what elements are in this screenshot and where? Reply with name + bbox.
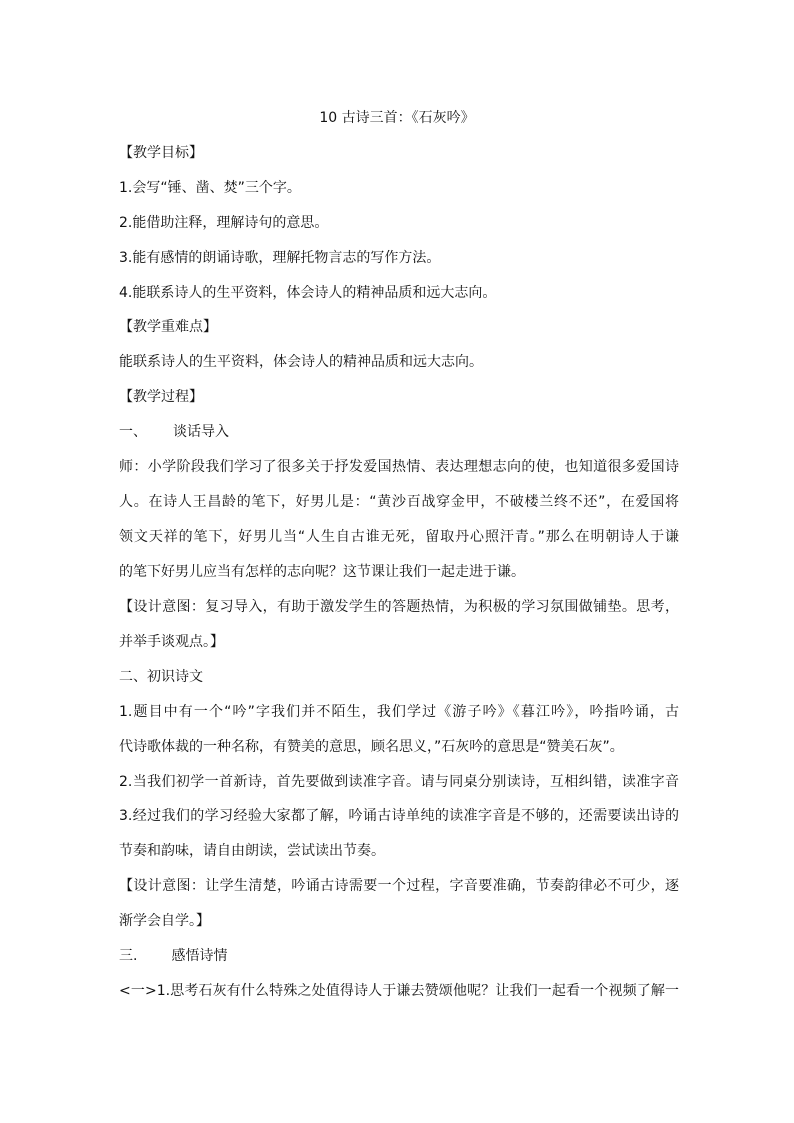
part3-number: 三. [119, 948, 138, 964]
goal-item-2: 2.能借助注释，理解诗句的意思。 [119, 215, 329, 231]
paragraph-line: 节奏和韵味，请自由朗读，尝试读出节奏。 [119, 843, 385, 859]
part2-heading: 二、初识诗文 [119, 669, 203, 685]
part1-heading [119, 422, 679, 442]
paragraph-line: 2.当我们初学一首新诗，首先要做到读准字音。请与同桌分别读诗，互相纠错，读准字音 [119, 774, 679, 790]
goal-item-4: 4.能联系诗人的生平资料，体会诗人的精神品质和远大志向。 [119, 285, 497, 301]
part1-number: 一、 [119, 424, 147, 440]
paragraph-line: 3.经过我们的学习经验大家都了解，吟诵古诗单纯的读准字音是不够的，还需要读出诗的 [119, 808, 679, 824]
part3-title: 感悟诗情 [171, 948, 228, 964]
goals-heading: 【教学目标】 [119, 145, 203, 161]
paragraph-line: 领文天祥的笔下，好男儿当“人生自古谁无死，留取丹心照汗青。”那么在明朝诗人于谦 [119, 529, 679, 545]
key-points-text: 能联系诗人的生平资料，体会诗人的精神品质和远大志向。 [119, 354, 483, 370]
paragraph-line: <一>1.思考石灰有什么特殊之处值得诗人于谦去赞颂他呢？让我们一起看一个视频了解一 [119, 983, 679, 999]
part1-title: 谈话导入 [173, 424, 229, 440]
process-heading: 【教学过程】 [119, 389, 203, 405]
part3-heading [119, 946, 679, 966]
key-points-heading: 【教学重难点】 [119, 319, 217, 335]
design-intent-line: 渐学会自学。】 [119, 913, 210, 929]
paragraph-line: 的笔下好男儿应当有怎样的志向呢？这节课让我们一起走进于谦。 [119, 564, 525, 580]
page-title: 10 古诗三首：《石灰吟》 [319, 110, 475, 126]
goal-item-3: 3.能有感情的朗诵诗歌，理解托物言志的写作方法。 [119, 250, 441, 266]
paragraph-line: 代诗歌体裁的一种名称，有赞美的意思，顾名思义，”石灰吟的意思是“赞美石灰”。 [119, 739, 624, 755]
design-intent-line: 并举手谈观点。】 [119, 634, 224, 650]
paragraph-line: 1.题目中有一个“吟”字我们并不陌生，我们学过《游子吟》《暮江吟》，吟指吟诵，古 [119, 704, 679, 720]
goal-item-1: 1.会写“锤、凿、焚”三个字。 [119, 180, 301, 196]
design-intent-line: 【设计意图：让学生清楚，吟诵古诗需要一个过程，字音要准确，节奏韵律必不可少，逐 [119, 878, 679, 894]
paragraph-line: 人。在诗人王昌龄的笔下，好男儿是：“黄沙百战穿金甲，不破楼兰终不还”，在爱国将 [119, 494, 679, 510]
paragraph-line: 师：小学阶段我们学习了很多关于抒发爱国热情、表达理想志向的使，也知道很多爱国诗 [119, 459, 679, 475]
design-intent-line: 【设计意图：复习导入，有助于激发学生的答题热情，为积极的学习氛围做铺垫。思考， [119, 599, 679, 615]
